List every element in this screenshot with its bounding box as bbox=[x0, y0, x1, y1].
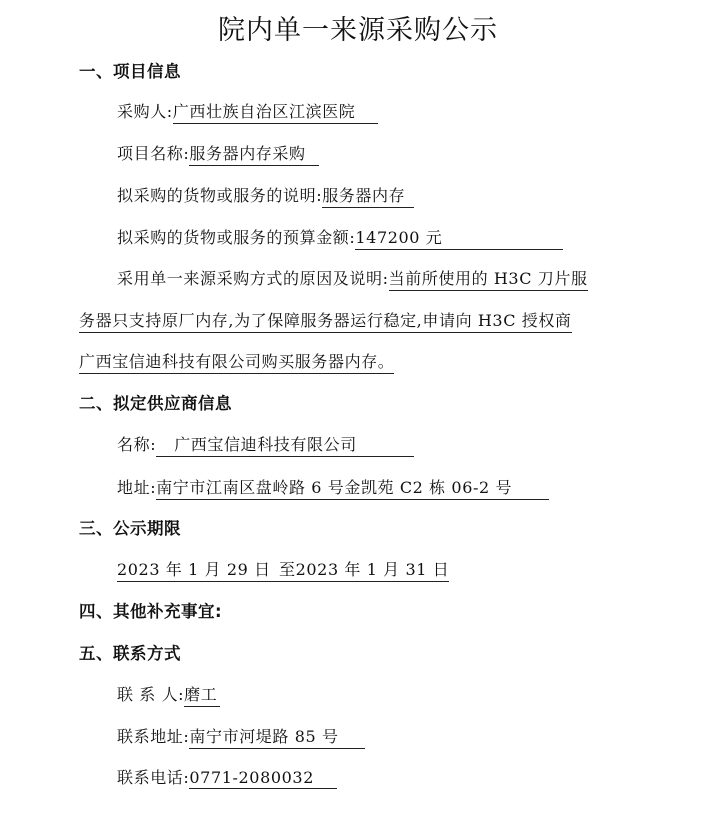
supplier-name-value: 广西宝信迪科技有限公司 bbox=[156, 432, 414, 457]
section-heading-project-info: 一、项目信息 bbox=[79, 62, 181, 81]
page-title: 院内单一来源采购公示 bbox=[218, 15, 498, 46]
section-heading-other-matters: 四、其他补充事宜: bbox=[79, 602, 223, 621]
contact-phone-row bbox=[117, 765, 337, 789]
period-to-word: 至 bbox=[279, 557, 296, 582]
section-heading-contact: 五、联系方式 bbox=[79, 644, 181, 663]
project-name-value: 服务器内存采购 bbox=[189, 141, 319, 166]
budget-value: 147200 元 bbox=[355, 225, 563, 250]
contact-phone-label: 联系电话: bbox=[117, 768, 190, 787]
reason-text-line-1: 当前所使用的 H3C 刀片服 bbox=[389, 266, 588, 291]
goods-description-value: 服务器内存 bbox=[322, 183, 414, 208]
contact-address-row bbox=[117, 724, 365, 749]
reason-label: 采用单一来源采购方式的原因及说明: bbox=[117, 269, 389, 288]
contact-person-value: 磨工 bbox=[184, 682, 220, 707]
contact-person-label: 联 系 人: bbox=[117, 685, 185, 704]
buyer-label: 采购人: bbox=[117, 102, 173, 121]
supplier-address-row bbox=[117, 475, 549, 500]
project-name-row bbox=[117, 141, 319, 166]
goods-description-row bbox=[117, 183, 414, 208]
project-name-label: 项目名称: bbox=[117, 144, 190, 163]
section-heading-supplier-info: 二、拟定供应商信息 bbox=[79, 394, 232, 413]
supplier-name-row bbox=[117, 432, 414, 457]
reason-row-3 bbox=[79, 349, 394, 374]
buyer-row bbox=[117, 99, 378, 124]
contact-address-value: 南宁市河堤路 85 号 bbox=[189, 724, 365, 749]
reason-text-line-3: 广西宝信迪科技有限公司购买服务器内存。 bbox=[79, 349, 394, 374]
section-heading-period: 三、公示期限 bbox=[79, 519, 181, 538]
budget-row bbox=[117, 225, 563, 250]
buyer-value: 广西壮族自治区江滨医院 bbox=[173, 99, 378, 124]
period-row bbox=[117, 557, 449, 582]
supplier-address-label: 地址: bbox=[117, 478, 157, 497]
budget-label: 拟采购的货物或服务的预算金额: bbox=[117, 228, 356, 247]
contact-person-row bbox=[117, 682, 220, 707]
period-start-date: 2023 年 1 月 29 日 bbox=[117, 557, 279, 582]
period-end-date: 2023 年 1 月 31 日 bbox=[296, 557, 450, 582]
reason-row-1 bbox=[117, 266, 588, 291]
reason-text-line-2: 务器只支持原厂内存,为了保障服务器运行稳定,申请向 H3C 授权商 bbox=[79, 308, 572, 333]
contact-address-label: 联系地址: bbox=[117, 727, 190, 746]
supplier-name-label: 名称: bbox=[117, 435, 157, 454]
supplier-address-value: 南宁市江南区盘岭路 6 号金凯苑 C2 栋 06-2 号 bbox=[156, 475, 549, 500]
reason-row-2 bbox=[79, 308, 572, 333]
contact-phone-value: 0771-2080032 bbox=[189, 768, 337, 789]
goods-description-label: 拟采购的货物或服务的说明: bbox=[117, 186, 323, 205]
